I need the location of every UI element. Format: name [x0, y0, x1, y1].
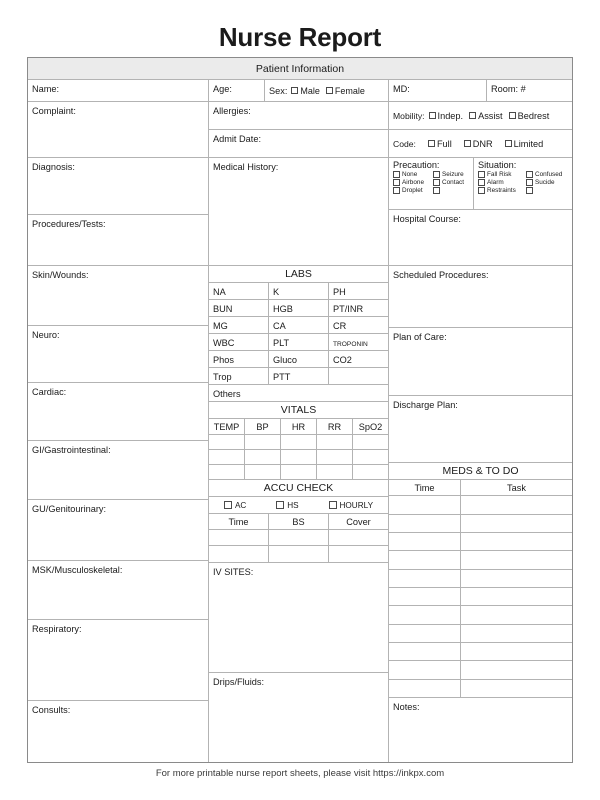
precaution-option-droplet[interactable]: Droplet: [393, 187, 433, 194]
checkbox-icon[interactable]: [478, 187, 485, 194]
vitals-cell[interactable]: [281, 465, 317, 480]
precaution-option-blank[interactable]: [433, 187, 473, 194]
precaution-option-airbone[interactable]: Airbone: [393, 179, 433, 186]
field-mobility[interactable]: [389, 102, 572, 130]
field-consults[interactable]: Consults:: [28, 701, 209, 762]
meds-row-task[interactable]: [461, 515, 572, 533]
checkbox-icon[interactable]: [469, 112, 476, 119]
lab-cell[interactable]: K: [269, 283, 329, 300]
checkbox-icon[interactable]: [291, 87, 298, 94]
field-precaution[interactable]: [389, 158, 474, 210]
meds-row-time[interactable]: [389, 588, 461, 606]
vitals-cell[interactable]: [317, 465, 353, 480]
field-complaint[interactable]: Complaint:: [28, 102, 209, 158]
precaution-option-none[interactable]: None: [393, 171, 433, 178]
checkbox-icon[interactable]: [433, 179, 440, 186]
vitals-cell[interactable]: [353, 435, 389, 450]
meds-row-task[interactable]: [461, 551, 572, 570]
accu-cell[interactable]: [209, 546, 269, 563]
situation-option-alarm[interactable]: Alarm: [478, 179, 526, 186]
lab-cell[interactable]: PH: [329, 283, 389, 300]
vitals-col-temp: TEMP: [209, 419, 245, 435]
mobility-option-assist[interactable]: Assist: [469, 111, 503, 121]
accu-option-hourly[interactable]: HOURLY: [329, 501, 374, 510]
checkbox-icon[interactable]: [526, 187, 533, 194]
report-table: [27, 57, 573, 763]
field-drips-fluids[interactable]: Drips/Fluids:: [209, 673, 389, 762]
checkbox-icon[interactable]: [526, 179, 533, 186]
vitals-cell[interactable]: [281, 435, 317, 450]
lab-cell[interactable]: CO2: [329, 351, 389, 368]
vitals-col-hr: HR: [281, 419, 317, 435]
code-option-full[interactable]: Full: [428, 139, 452, 149]
precaution-option-contact[interactable]: Contact: [433, 179, 473, 186]
checkbox-icon[interactable]: [429, 112, 436, 119]
field-cardiac[interactable]: Cardiac:: [28, 383, 209, 441]
meds-col-time: Time: [389, 480, 461, 496]
vitals-col-spo2: SpO2: [353, 419, 389, 435]
field-md[interactable]: MD:: [389, 80, 487, 102]
meds-row-task[interactable]: [461, 680, 572, 698]
situation-label: Situation:: [478, 160, 517, 170]
checkbox-icon[interactable]: [478, 171, 485, 178]
lab-cell[interactable]: MG: [209, 317, 269, 334]
meds-row-task[interactable]: [461, 625, 572, 643]
checkbox-icon[interactable]: [505, 140, 512, 147]
sex-option-male[interactable]: Male: [291, 86, 320, 96]
lab-cell[interactable]: PT/INR: [329, 300, 389, 317]
lab-cell[interactable]: BUN: [209, 300, 269, 317]
lab-cell[interactable]: Trop: [209, 368, 269, 385]
accu-check-title: ACCU CHECK: [209, 480, 389, 497]
field-situation[interactable]: [474, 158, 572, 210]
meds-row-task[interactable]: [461, 533, 572, 551]
code-option-limited[interactable]: Limited: [505, 139, 544, 149]
vitals-cell[interactable]: [353, 465, 389, 480]
lab-cell[interactable]: HGB: [269, 300, 329, 317]
field-notes[interactable]: Notes:: [393, 702, 420, 712]
footer-text: For more printable nurse report sheets, please visit https://inkpx.com: [155, 768, 445, 779]
meds-row-time[interactable]: [389, 570, 461, 588]
vitals-cell[interactable]: [209, 435, 245, 450]
situation-option-restraints[interactable]: Restraints: [478, 187, 526, 194]
field-scheduled-procedures[interactable]: Scheduled Procedures:: [389, 266, 572, 328]
checkbox-icon[interactable]: [393, 179, 400, 186]
lab-cell[interactable]: Phos: [209, 351, 269, 368]
checkbox-icon[interactable]: [329, 501, 337, 509]
accu-col-cover: Cover: [329, 514, 389, 530]
meds-row-time[interactable]: [389, 551, 461, 570]
situation-option-fall-risk[interactable]: Fall Risk: [478, 171, 526, 178]
checkbox-icon[interactable]: [276, 501, 284, 509]
situation-option-sucide[interactable]: Sucide: [526, 179, 572, 186]
field-discharge-plan[interactable]: Discharge Plan:: [389, 396, 572, 463]
mobility-option-bedrest[interactable]: Bedrest: [509, 111, 550, 121]
meds-row-time[interactable]: [389, 680, 461, 698]
vitals-cell[interactable]: [317, 450, 353, 465]
precaution-label: Precaution:: [393, 160, 440, 170]
meds-row-task[interactable]: [461, 588, 572, 606]
field-code[interactable]: [389, 130, 572, 158]
meds-row-time[interactable]: [389, 496, 461, 515]
meds-row-task[interactable]: [461, 661, 572, 680]
checkbox-icon[interactable]: [393, 187, 400, 194]
field-respiratory[interactable]: Respiratory:: [28, 620, 209, 701]
sex-label: Sex:: [269, 85, 288, 96]
meds-row-time[interactable]: [389, 533, 461, 551]
code-label: Code:: [393, 138, 416, 149]
accu-cell[interactable]: [269, 530, 329, 546]
lab-cell[interactable]: PLT: [269, 334, 329, 351]
accu-cell[interactable]: [209, 530, 269, 546]
field-room[interactable]: Room: #: [487, 80, 572, 102]
lab-cell[interactable]: PTT: [269, 368, 329, 385]
meds-row-task[interactable]: [461, 570, 572, 588]
situation-option-blank[interactable]: [526, 187, 572, 194]
accu-col-bs: BS: [269, 514, 329, 530]
meds-row-time[interactable]: [389, 643, 461, 661]
accu-cell[interactable]: [329, 530, 389, 546]
vitals-cell[interactable]: [245, 450, 281, 465]
vitals-cell[interactable]: [317, 435, 353, 450]
mobility-option-indep[interactable]: Indep.: [429, 111, 464, 121]
checkbox-icon[interactable]: [526, 171, 533, 178]
lab-cell[interactable]: Gluco: [269, 351, 329, 368]
vitals-cell[interactable]: [209, 450, 245, 465]
situation-option-confused[interactable]: Confused: [526, 171, 572, 178]
checkbox-icon[interactable]: [464, 140, 471, 147]
accu-option-hs[interactable]: HS: [276, 501, 298, 510]
vitals-cell[interactable]: [209, 465, 245, 480]
field-hospital-course[interactable]: Hospital Course:: [389, 210, 572, 266]
code-option-dnr[interactable]: DNR: [464, 139, 493, 149]
vitals-col-rr: RR: [317, 419, 353, 435]
labs-others[interactable]: Others: [209, 385, 389, 402]
labs-title: LABS: [209, 266, 389, 283]
vitals-cell[interactable]: [245, 465, 281, 480]
field-gi[interactable]: GI/Gastrointestinal:: [28, 441, 209, 500]
meds-row-time[interactable]: [389, 625, 461, 643]
field-skin-wounds[interactable]: Skin/Wounds:: [28, 266, 209, 326]
field-diagnosis[interactable]: Diagnosis:: [28, 158, 209, 215]
field-medical-history[interactable]: Medical History:: [209, 158, 389, 266]
page-title: Nurse Report: [218, 22, 382, 52]
lab-cell[interactable]: [329, 368, 389, 385]
meds-row-time[interactable]: [389, 515, 461, 533]
lab-cell[interactable]: TROPONIN: [329, 334, 389, 351]
field-sex[interactable]: [265, 80, 389, 102]
field-plan-of-care[interactable]: Plan of Care:: [389, 328, 572, 396]
lab-cell[interactable]: CA: [269, 317, 329, 334]
checkbox-icon[interactable]: [433, 187, 440, 194]
field-name[interactable]: Name:: [28, 80, 209, 102]
field-iv-sites[interactable]: IV SITES:: [209, 563, 389, 673]
checkbox-icon[interactable]: [393, 171, 400, 178]
field-gu[interactable]: GU/Genitourinary:: [28, 500, 209, 561]
checkbox-icon[interactable]: [509, 112, 516, 119]
sex-option-female[interactable]: Female: [326, 86, 365, 96]
vitals-cell[interactable]: [353, 450, 389, 465]
meds-row-time[interactable]: [389, 606, 461, 625]
field-msk[interactable]: MSK/Musculoskeletal:: [28, 561, 209, 620]
checkbox-icon[interactable]: [326, 87, 333, 94]
field-procedures-tests[interactable]: Procedures/Tests:: [28, 215, 209, 266]
meds-row-task[interactable]: [461, 643, 572, 661]
vitals-cell[interactable]: [281, 450, 317, 465]
lab-cell[interactable]: NA: [209, 283, 269, 300]
meds-row-time[interactable]: [389, 661, 461, 680]
vitals-col-bp: BP: [245, 419, 281, 435]
accu-check-options[interactable]: [209, 497, 389, 514]
lab-cell[interactable]: CR: [329, 317, 389, 334]
accu-option-ac[interactable]: AC: [224, 501, 246, 510]
accu-cell[interactable]: [269, 546, 329, 563]
accu-col-time: Time: [209, 514, 269, 530]
vitals-title: VITALS: [209, 402, 389, 419]
checkbox-icon[interactable]: [433, 171, 440, 178]
field-age[interactable]: Age:: [209, 80, 265, 102]
vitals-cell[interactable]: [245, 435, 281, 450]
meds-row-task[interactable]: [461, 496, 572, 515]
field-allergies[interactable]: Allergies:: [209, 102, 389, 130]
patient-information-band: Patient Information: [28, 58, 572, 80]
lab-cell[interactable]: WBC: [209, 334, 269, 351]
meds-row-task[interactable]: [461, 606, 572, 625]
field-neuro[interactable]: Neuro:: [28, 326, 209, 383]
mobility-label: Mobility:: [393, 110, 425, 121]
field-admit-date[interactable]: Admit Date:: [209, 130, 389, 158]
checkbox-icon[interactable]: [428, 140, 435, 147]
checkbox-icon[interactable]: [478, 179, 485, 186]
precaution-option-seizure[interactable]: Seizure: [433, 171, 473, 178]
meds-col-task: Task: [461, 480, 572, 496]
accu-cell[interactable]: [329, 546, 389, 563]
checkbox-icon[interactable]: [224, 501, 232, 509]
meds-todo-title: MEDS & TO DO: [389, 463, 572, 480]
